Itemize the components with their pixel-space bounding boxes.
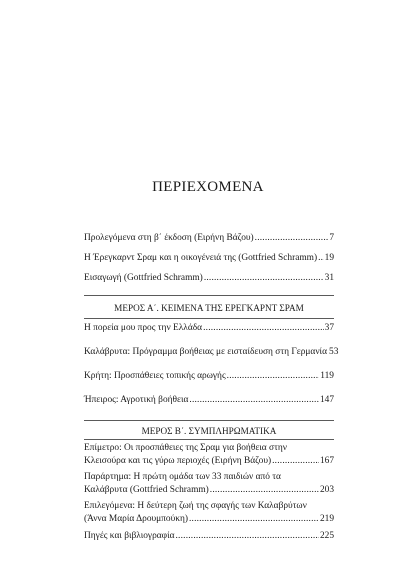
toc-entry-title: Η Έρεγκαρντ Σραμ και η οικογένειά της (Gottfried Schramm) [84,253,318,263]
toc-entry-epilegomena [84,500,334,525]
toc-entry-title: Ήπειρος: Αγροτική βοήθεια [84,395,189,405]
toc-entry-page: 19 [324,253,334,263]
toc-entry-title: (Άννα Μαρία Δρουμπούκη) [84,513,188,524]
toc-entry-page: 7 [329,233,334,243]
toc-entry-title-line1: Επιλεγόμενα: Η δεύτερη ζωή της σφαγής των Καλαβρύτων [84,501,307,511]
toc-entry-title: Κλεισούρα και τις γύρω περιοχές (Ειρήνη Βάζου) [84,455,272,466]
toc-entry-prolegomena [84,232,334,245]
toc-entry-kalavryta-program [84,346,339,359]
dot-leader [255,232,329,245]
section-divider [84,420,334,421]
toc-entry-introduction [84,272,334,285]
section-heading-part-a: ΜΕΡΟΣ Α΄. ΚΕΙΜΕΝΑ ΤΗΣ ΕΡΕΓΚΑΡΝΤ ΣΡΑΜ [114,303,304,313]
section-divider [84,439,334,440]
toc-entry-title: Εισαγωγή (Gottfried Schramm) [84,273,203,283]
toc-entry-epirus [84,394,334,407]
toc-entry-title: Πηγές και βιβλιογραφία [84,531,175,541]
toc-entry-title: Καλάβρυτα: Πρόγραμμα βοήθειας με εισταίδευση στη Γερμανία [84,347,327,357]
dot-leader [189,394,319,407]
dot-leader [272,455,319,468]
toc-entry-page: 37 [324,323,334,333]
dot-leader [318,252,324,265]
toc-entry-page: 219 [319,513,334,524]
toc-entry-page: 203 [319,484,334,495]
toc-entry-sources [84,530,334,543]
toc-entry-title: Κρήτη: Προσπάθειες τοπικής αρωγής [84,371,226,381]
dot-leader [176,530,319,543]
toc-entry-page: 53 [329,347,339,357]
dot-leader [210,484,319,497]
toc-entry-page: 31 [324,273,334,283]
toc-entry-appendix [84,471,334,496]
section-divider [84,318,334,319]
toc-entry-page: 167 [319,455,334,466]
toc-entry-title-line1: Παράρτημα: Η πρώτη ομάδα των 33 παιδιών από τα [84,472,281,482]
toc-entry-title: Προλεγόμενα στη β΄ έκδοση (Ειρήνη Βάζου) [84,233,254,243]
toc-entry-crete [84,370,334,383]
toc-entry-epimetro [84,442,334,467]
toc-entry-title-line1: Επίμετρο: Οι προσπάθειες της Σραμ για βοήθεια στην [84,443,287,453]
dot-leader [204,272,324,285]
toc-entry-title: Η πορεία μου προς την Ελλάδα [84,323,203,333]
dot-leader [189,513,319,526]
page-title: ΠΕΡΙΕΧΟΜΕΝΑ [152,179,264,195]
dot-leader [203,322,324,335]
dot-leader [227,370,320,383]
toc-entry-page: 119 [320,371,334,381]
toc-entry-schramm-family [84,252,334,265]
section-divider [84,295,334,296]
toc-entry-journey [84,322,334,335]
toc-entry-title: Καλάβρυτα (Gottfried Schramm) [84,484,209,495]
section-heading-part-b: ΜΕΡΟΣ Β΄. ΣΥΜΠΛΗΡΩΜΑΤΙΚΑ [141,426,277,436]
toc-entry-page: 225 [319,531,334,541]
toc-entry-page: 147 [319,395,334,405]
